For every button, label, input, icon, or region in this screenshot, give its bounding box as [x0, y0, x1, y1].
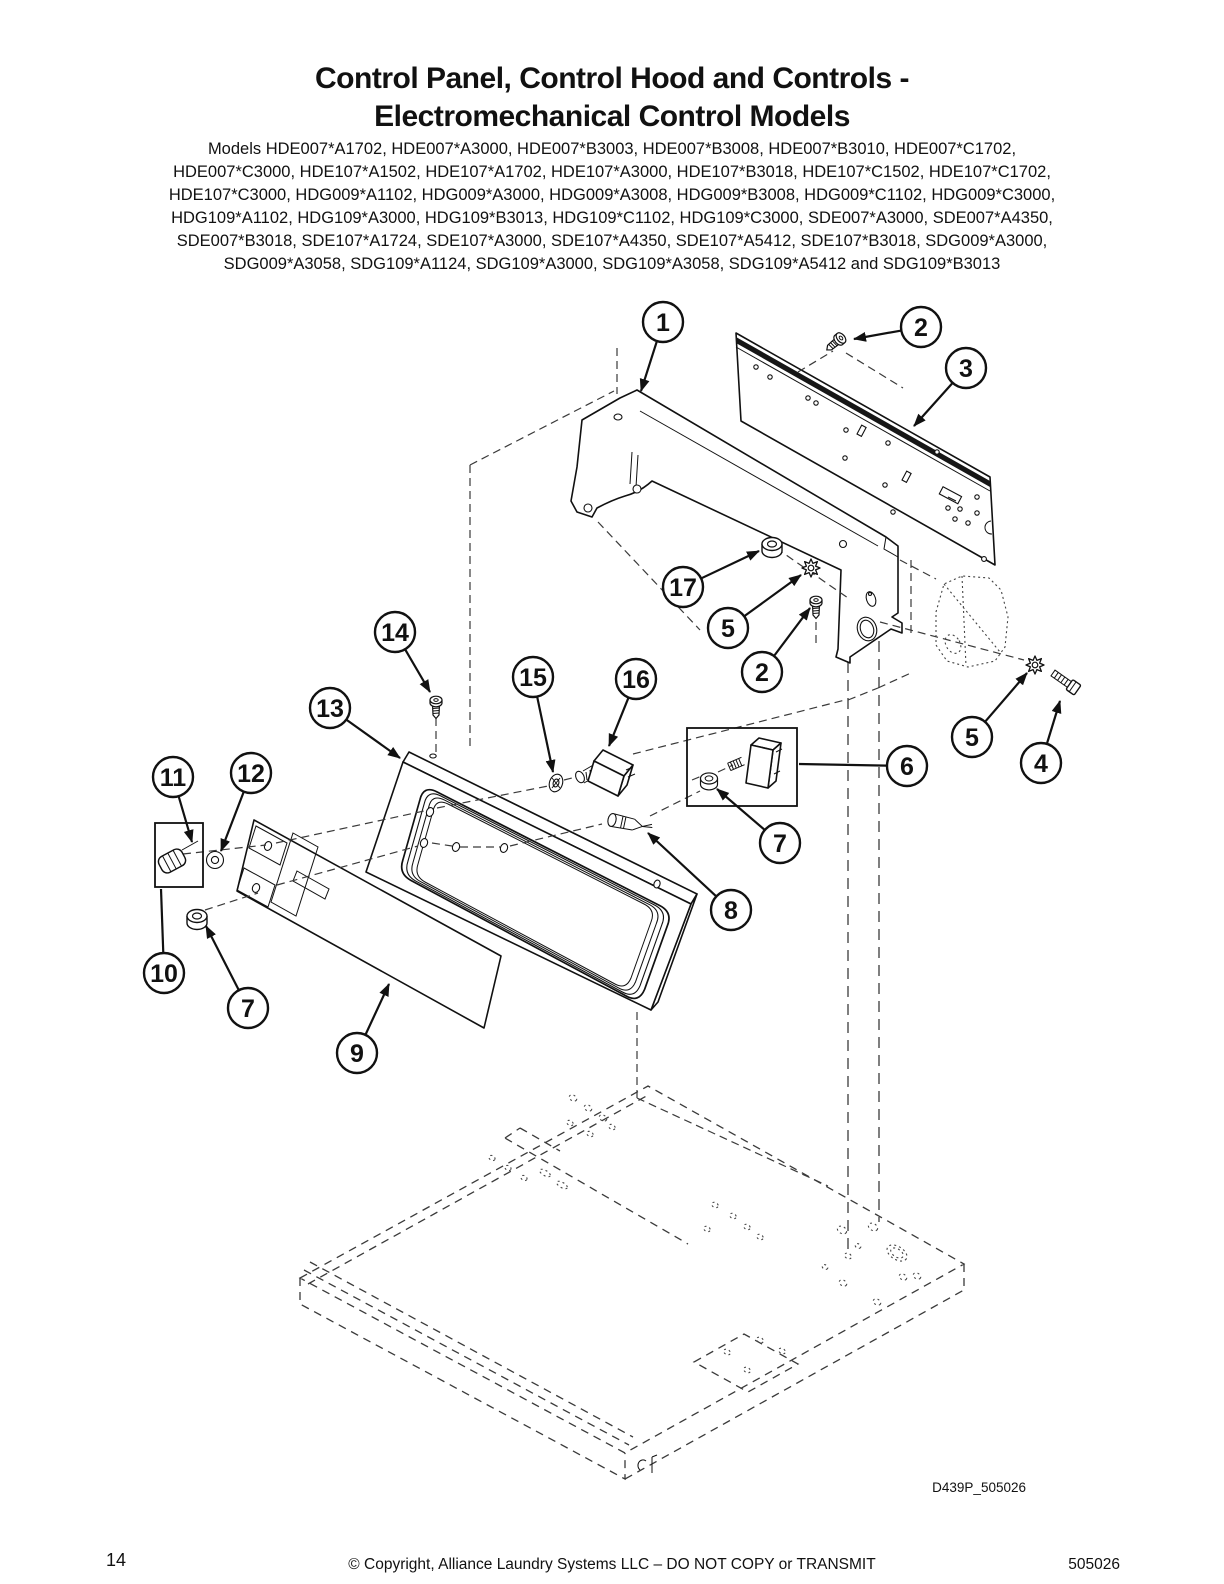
callout-number: 7 — [773, 830, 787, 858]
callout-number: 9 — [350, 1040, 364, 1068]
screw-2-top — [823, 331, 848, 355]
callout-6 — [799, 746, 927, 786]
models-line: SDG009*A3058, SDG109*A1124, SDG109*A3000, SDG109*A3058, SDG109*A5412 and SDG109*B3013 — [223, 255, 1001, 273]
callout-leader — [717, 789, 765, 830]
callout-number: 4 — [1034, 750, 1048, 778]
models-line: HDG109*A1102, HDG109*A3000, HDG109*B3013, HDG109*C1102, HDG109*C3000, SDE007*A3000, SDE007*A4350, — [171, 209, 1053, 227]
callout-leader — [365, 984, 389, 1035]
callout-11 — [153, 757, 193, 842]
star-washer-5-right — [1026, 656, 1044, 674]
indicator-light-8 — [607, 813, 654, 835]
callout-leader — [774, 608, 810, 656]
callout-leader — [179, 796, 192, 842]
nut-7-left — [187, 910, 207, 930]
callout-leader — [1047, 701, 1060, 744]
callout-3 — [914, 348, 986, 426]
callout-leader — [221, 792, 244, 851]
callout-7 — [206, 926, 268, 1028]
callout-leader — [744, 575, 801, 616]
callout-14 — [375, 612, 430, 692]
rotary-switch-16 — [574, 750, 635, 796]
callout-leader — [985, 673, 1027, 722]
callout-7 — [717, 789, 800, 863]
callout-2 — [854, 307, 941, 347]
cabinet-holes — [488, 1094, 922, 1374]
screw-14 — [430, 696, 442, 718]
callout-number: 2 — [755, 659, 769, 687]
callout-number: 15 — [519, 664, 547, 692]
models-list — [0, 138, 1224, 276]
callout-leader — [799, 764, 887, 766]
callout-number: 2 — [914, 314, 928, 342]
nut-7-right — [701, 773, 718, 790]
callout-leader — [206, 926, 239, 990]
callout-4 — [1021, 701, 1061, 783]
title-line-2: Electromechanical Control Models — [374, 100, 850, 133]
diagram-code: D439P_505026 — [932, 1480, 1026, 1495]
detail-box-6 — [687, 728, 797, 806]
callout-16 — [609, 659, 656, 746]
callout-leader — [161, 889, 163, 953]
callout-leader — [854, 331, 901, 339]
callout-number: 5 — [721, 615, 735, 643]
page-number: 14 — [106, 1550, 127, 1570]
callout-1 — [641, 302, 683, 391]
callout-17 — [663, 551, 759, 607]
callout-number: 11 — [159, 764, 187, 792]
nut-17 — [762, 538, 782, 558]
models-line: SDE007*B3018, SDE107*A1724, SDE107*A3000, SDE107*A4350, SDE107*A5412, SDE107*B3018, SDG009*A3000, — [176, 232, 1048, 250]
callout-leader — [641, 341, 657, 391]
callout-number: 7 — [241, 995, 255, 1023]
callout-number: 3 — [959, 355, 973, 383]
callout-number: 16 — [622, 666, 650, 694]
callout-leader — [405, 649, 430, 692]
callout-number: 13 — [316, 695, 344, 723]
models-line: HDE007*C3000, HDE107*A1502, HDE107*A1702, HDE107*A3000, HDE107*B3018, HDE107*C1502, HDE107*C1702, — [173, 163, 1051, 181]
switch-assembly-6 — [728, 738, 782, 788]
callout-number: 10 — [150, 960, 178, 988]
callout-leader — [537, 697, 553, 772]
callout-leader — [914, 383, 953, 426]
callout-number: 17 — [669, 574, 697, 602]
cabinet-top-ghost — [300, 1086, 964, 1479]
callout-9 — [337, 984, 389, 1073]
title-line-1: Control Panel, Control Hood and Controls - — [315, 62, 909, 95]
callout-15 — [513, 657, 553, 772]
screw-2-lower — [810, 596, 822, 618]
callout-5 — [952, 673, 1027, 757]
callout-13 — [310, 688, 400, 758]
callout-leader — [609, 698, 629, 746]
callout-number: 6 — [900, 753, 914, 781]
cabinet-tip-glyph — [638, 1460, 646, 1470]
bolt-4 — [1050, 668, 1081, 695]
washer-12 — [207, 852, 224, 869]
callout-leader — [701, 551, 759, 578]
mounting-bracket-ghost — [694, 1334, 798, 1392]
models-line: HDE107*C3000, HDG009*A1102, HDG009*A3000, HDG009*A3008, HDG009*B3008, HDG009*C1102, HDG009*C3000, — [168, 186, 1056, 204]
callout-number: 12 — [237, 760, 265, 788]
callout-10 — [144, 889, 184, 993]
callout-2 — [742, 608, 810, 692]
callout-number: 8 — [724, 897, 738, 925]
star-washer-5-left — [802, 559, 820, 577]
models-line: Models HDE007*A1702, HDE007*A3000, HDE007*B3003, HDE007*B3008, HDE007*B3010, HDE007*C1702, — [207, 140, 1017, 158]
copyright-notice: © Copyright, Alliance Laundry Systems LLC – DO NOT COPY or TRANSMIT — [348, 1556, 876, 1573]
page-title — [0, 60, 1224, 136]
washer-15 — [547, 772, 565, 793]
callout-number: 14 — [381, 619, 409, 647]
doc-number: 505026 — [1068, 1556, 1120, 1573]
end-cap-11 — [156, 841, 198, 875]
callout-number: 1 — [656, 309, 670, 337]
callout-number: 5 — [965, 724, 979, 752]
callout-leader — [346, 720, 400, 758]
